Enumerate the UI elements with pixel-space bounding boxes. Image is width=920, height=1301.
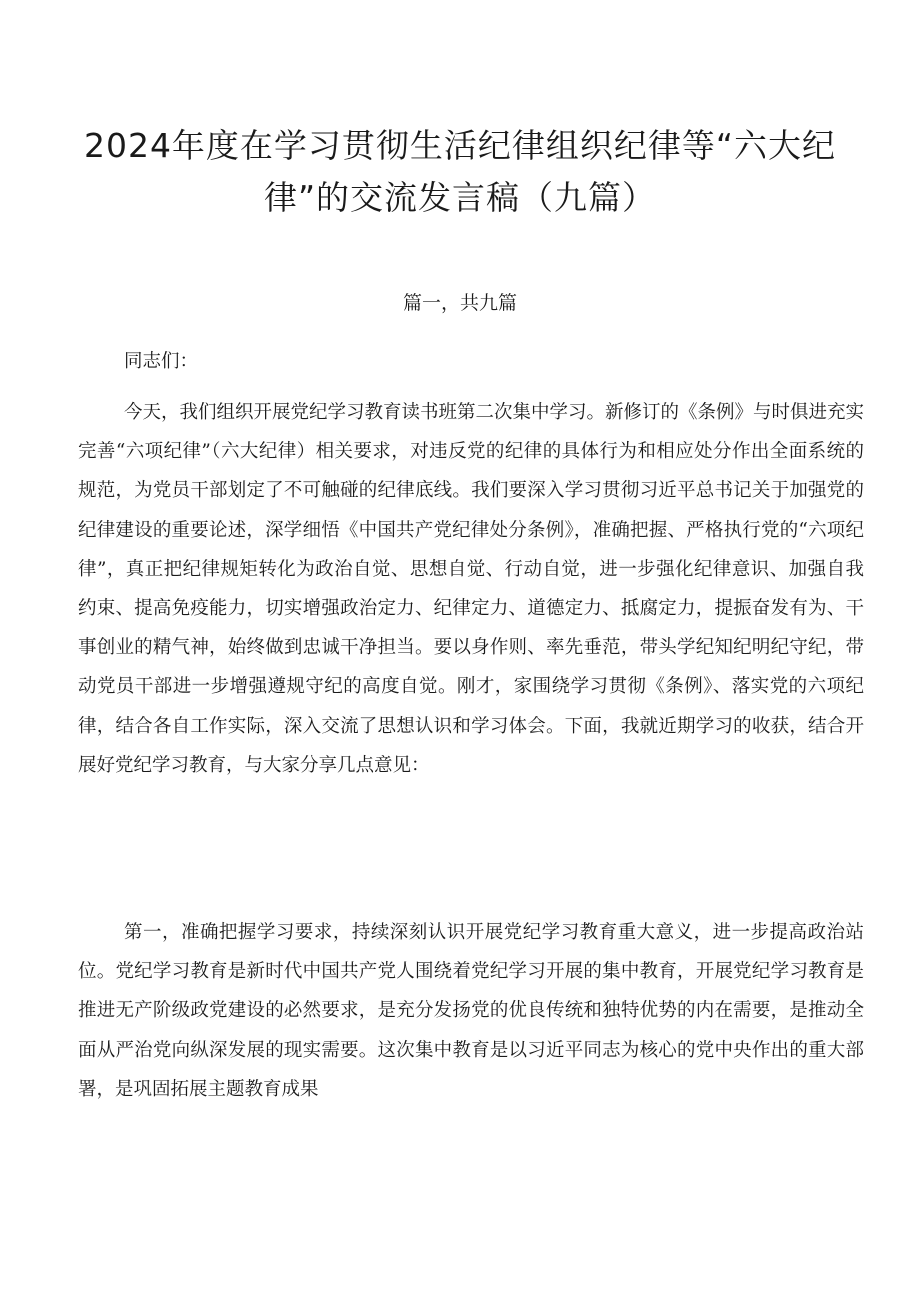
section-heading: 篇一，共九篇 — [402, 292, 517, 314]
body-paragraph-1: 今天，我们组织开展党纪学习教育读书班第二次集中学习。新修订的《条例》与时俱进充实完善“六项纪律”（六大纪律）相关要求，对违反党的纪律的具体行为和相应处分作出全面系统的规范，为党员干部划定了不可触碰的纪律底线。我们要深入学习贯彻习近平总书记关于加强党的纪律建设的重要论述，深学细悟《中国共产党纪律处分条例》，准确把握、严格执行党的“六项纪律”，真正把纪律规矩转化为政治自觉、思想自觉、行动自觉，进一步强化纪律意识、加强自我约束、提高免疫能力，切实增强政治定力、纪律定力、道德定力、抵腐定力，提振奋发有为、干事创业的精气神，始终做到忠诚干净担当。要以身作则、率先垂范，带头学纪知纪明纪守纪，带动党员干部进一步增强遵规守纪的高度自觉。刚才，家围绕学习贯彻《条例》、落实党的六项纪律，结合各自工作实际，深入交流了思想认识和学习体会。下面，我就近期学习的收获，结合开展好党纪学习教育，与大家分享几点意见： — [78, 402, 865, 776]
salutation: 同志们： — [124, 351, 199, 372]
body-paragraph-2: 第一，准确把握学习要求，持续深刻认识开展党纪学习教育重大意义，进一步提高政治站位。党纪学习教育是新时代中国共产党人围绕着党纪学习开展的集中教育，开展党纪学习教育是推进无产阶级政党建设的必然要求，是充分发扬党的优良传统和独特优势的内在需要，是推动全面从严治党向纵深发展的现实需要。这次集中教育是以习近平同志为核心的党中央作出的重大部署，是巩固拓展主题教育成果 — [78, 922, 864, 1100]
document-title: 2024年度在学习贯彻生活纪律组织纪律等“六大纪律”的交流发言稿（九篇） — [83, 126, 837, 217]
